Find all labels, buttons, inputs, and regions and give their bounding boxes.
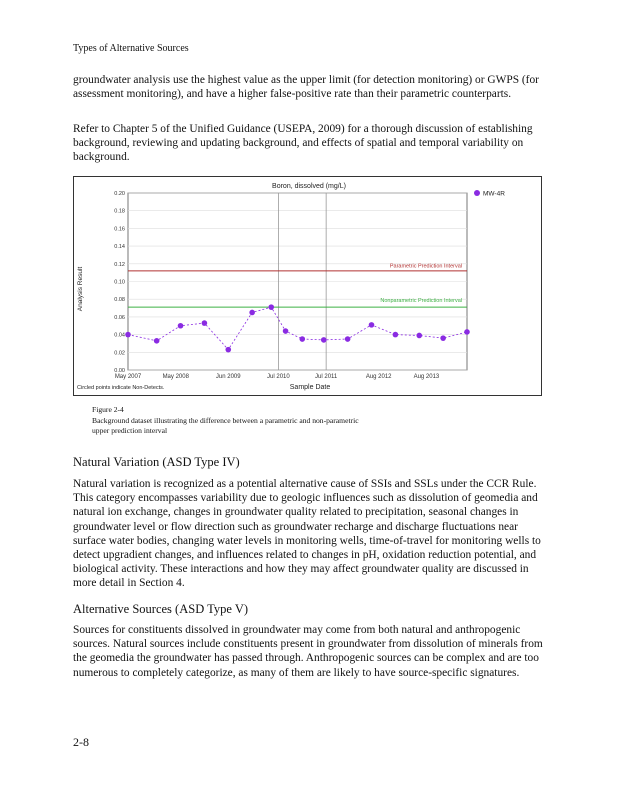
- chart-legend: [474, 190, 505, 198]
- data-point: [249, 310, 255, 316]
- running-header: Types of Alternative Sources: [73, 43, 189, 54]
- paragraph-alternative-sources: Sources for constituents dissolved in groundwater may come from both natural and anthropogenic sources. Natural sources include constituents present in groundwater from dissolution of minerals from the geomedia the groundwater has passed through. Anthropogenic sources can be complex and are too numerous to completely categorize, as many of them are likely to have source-specific signatures.: [73, 624, 543, 679]
- reference-line-label: Parametric Prediction Interval: [389, 263, 462, 270]
- y-tick-label: 0.16: [114, 226, 125, 233]
- y-tick-label: 0.08: [114, 297, 125, 304]
- figure-chart-frame: [73, 176, 542, 396]
- data-point: [299, 336, 305, 342]
- data-point: [345, 336, 351, 342]
- x-tick-label: May 2007: [114, 374, 142, 380]
- data-point: [225, 347, 231, 353]
- data-point: [464, 329, 470, 335]
- x-tick-label: Aug 2013: [413, 374, 440, 380]
- figure-caption-line-2: upper prediction interval: [92, 426, 168, 435]
- y-tick-label: 0.20: [114, 191, 125, 197]
- series-line: [128, 307, 467, 349]
- figure-caption-line-1: Background dataset illustrating the difference between a parametric and non-parametric: [92, 415, 359, 425]
- x-tick-label: Jul 2011: [315, 374, 338, 380]
- y-axis-label: Analysis Result: [77, 266, 84, 312]
- data-point: [393, 332, 399, 338]
- data-point: [178, 323, 184, 329]
- figure-label: Figure 2-4: [92, 405, 124, 414]
- data-point: [268, 304, 274, 310]
- data-point: [125, 332, 131, 338]
- chart-title: Boron, dissolved (mg/L): [272, 183, 346, 190]
- paragraph-natural-variation: Natural variation is recognized as a potential alternative cause of SSIs and SSLs under the CCR Rule. This category encompasses variability due to geologic influences such as dissolution of geomedia and natural ion exchange, changes in groundwater quality related to precipitation, seasonal changes in groundwater level or flow direction such as groundwater recharge and discharge fluctuations near surface water bodies, changing water levels in monitoring wells, time-of-travel for monitoring wells to detect upgradient changes, and influences related to changes in pH, oxidation reduction potential, and biological activity. These interactions and how they may affect groundwater quality are discussed in more detail in Section 4.: [73, 478, 541, 590]
- y-tick-label: 0.04: [114, 332, 125, 339]
- figure-caption: [92, 405, 382, 437]
- legend-marker: [474, 190, 480, 196]
- heading-alternative-sources: Alternative Sources (ASD Type V): [73, 602, 249, 616]
- y-tick-label: 0.06: [114, 314, 125, 321]
- data-point: [416, 333, 422, 339]
- legend-label: MW-4R: [483, 190, 505, 198]
- data-point: [321, 337, 327, 343]
- paragraph-unified-guidance: Refer to Chapter 5 of the Unified Guidance (USEPA, 2009) for a thorough discussion of establishing background, reviewing and updating background, and effects of spatial and temporal variability on background.: [73, 123, 533, 164]
- y-tick-label: 0.00: [114, 368, 125, 374]
- page-number: 2-8: [73, 735, 89, 749]
- x-tick-label: May 2008: [162, 374, 189, 380]
- y-tick-label: 0.18: [114, 208, 125, 215]
- data-point: [202, 320, 208, 326]
- x-axis-label: Sample Date: [289, 384, 331, 391]
- x-tick-label: Aug 2012: [365, 374, 392, 380]
- reference-line-label: Nonparametric Prediction Interval: [380, 298, 462, 305]
- y-tick-label: 0.12: [114, 261, 125, 268]
- data-point: [154, 338, 160, 344]
- y-tick-label: 0.02: [114, 350, 125, 357]
- data-point: [440, 335, 446, 341]
- chart-footnote: Circled points indicate Non-Detects.: [77, 385, 165, 391]
- x-tick-label: Jul 2010: [267, 374, 290, 380]
- data-point: [283, 328, 289, 334]
- y-tick-label: 0.14: [114, 244, 125, 251]
- y-tick-label: 0.10: [114, 279, 125, 286]
- paragraph-background-limits: groundwater analysis use the highest value as the upper limit (for detection monitoring) or GWPS (for assessment monitoring), and have a higher false-positive rate than their parametric counterparts.: [73, 74, 539, 101]
- boron-time-series-chart: [74, 177, 541, 395]
- data-point: [369, 322, 375, 328]
- x-tick-label: Jun 2009: [215, 374, 241, 380]
- heading-natural-variation: Natural Variation (ASD Type IV): [73, 455, 240, 469]
